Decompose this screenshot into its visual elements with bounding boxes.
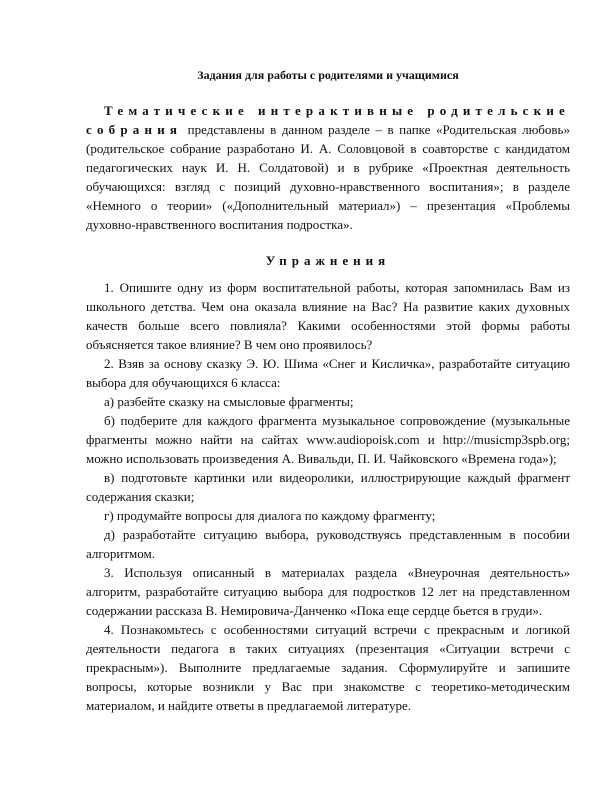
exercise-item-2: 2. Взяв за основу сказку Э. Ю. Шима «Снег и Кисличка», разработайте ситуацию выбора для обучающихся 6 класса: <box>86 356 570 390</box>
exercise-subitem-b: б) подберите для каждого фрагмента музыкальное сопровождение (музыкальные фрагменты можно найти на сайтах www.audiopoisk.com и http://musicmp3spb.org; можно использовать произведения А. Вивальди, П. И. Чайковского «Времена года»); <box>86 413 570 466</box>
document-title: Задания для работы с родителями и учащимися <box>197 68 459 82</box>
exercise-item-4: 4. Познакомьтесь с особенностями ситуаций встречи с прекрасным и логикой деятельности педагога в таких ситуациях (презентация «Ситуации встречи с прекрасным»). Выполните предлагаемые задания. Сформулируйте и запишите вопросы, которые возникли у Вас при знакомстве с теоретико-методическим материалом, и найдите ответы в предлагаемой литературе. <box>86 622 570 713</box>
exercise-subitem-g: г) продумайте вопросы для диалога по каждому фрагменту; <box>104 508 436 523</box>
intro-lead: Тематические интерактивные родительские собрания <box>86 103 570 137</box>
exercise-item-3: 3. Используя описанный в материалах раздела «Внеурочная деятельность» алгоритм, разработайте ситуацию выбора для подростков 12 лет на представленном содержании рассказа В. Немировича-Данченко «Пока еще сердце бьется в груди». <box>86 565 570 618</box>
section-title-exercises: Упражнения <box>265 253 391 268</box>
exercise-subitem-d: д) разработайте ситуацию выбора, руководствуясь представленным в пособии алгоритмом. <box>86 527 570 561</box>
exercise-item-1: 1. Опишите одну из форм воспитательной работы, которая запомнилась Вам из школьного детства. Чем она оказала влияние на Вас? На развитие каких духовных качеств больше всего повлияла? Какими особенностями этой формы работы объясняется такое влияние? В чем оно проявилось? <box>86 280 570 352</box>
exercise-subitem-v: в) подготовьте картинки или видеоролики, иллюстрирующие каждый фрагмент содержания сказки; <box>86 470 570 504</box>
intro-paragraph <box>86 101 570 234</box>
exercise-subitem-a: а) разбейте сказку на смысловые фрагменты; <box>104 394 354 409</box>
intro-body: представлены в данном разделе – в папке «Родительская любовь» (родительское собрание разработано И. А. Соловцовой в соавторстве с кандидатом педагогических наук И. Н. Солдатовой) и в рубрике «Проектная деятельность обучающихся: взгляд с позиций духовно-нравственного воспитания»; в разделе «Немного о теории» («Дополнительный материал») – презентация «Проблемы духовно-нравственного воспитания подростка». <box>86 122 570 232</box>
